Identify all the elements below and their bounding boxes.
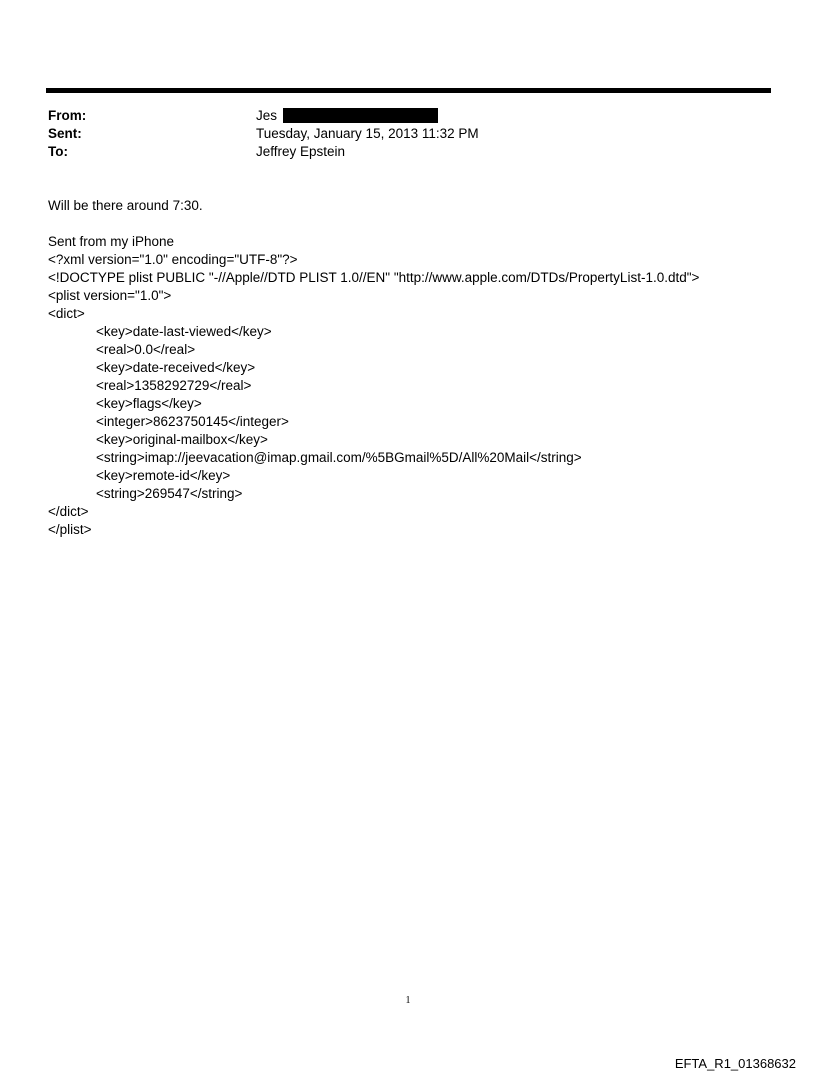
redaction-box [283, 108, 438, 123]
email-header [48, 107, 768, 161]
from-name: Jes [256, 108, 278, 123]
from-row [48, 107, 768, 125]
to-row [48, 143, 768, 161]
from-label: From: [48, 108, 87, 123]
bates-number: EFTA_R1_01368632 [674, 1056, 796, 1071]
signature-text: Sent from my iPhone [48, 234, 175, 249]
xml-line: <real>0.0</real> [96, 342, 196, 357]
xml-line: <key>date-last-viewed</key> [96, 324, 272, 339]
xml-line: <string>imap://jeevacation@imap.gmail.com/%5BGmail%5D/All%20Mail</string> [96, 450, 582, 465]
xml-line: <key>date-received</key> [96, 360, 256, 375]
email-body [48, 197, 788, 539]
xml-line: <dict> [48, 306, 85, 321]
xml-line: </plist> [48, 522, 92, 537]
xml-line: <plist version="1.0"> [48, 288, 172, 303]
sent-value: Tuesday, January 15, 2013 11:32 PM [256, 126, 479, 141]
header-divider [46, 88, 771, 93]
xml-line: <key>flags</key> [96, 396, 202, 411]
sent-label: Sent: [48, 126, 82, 141]
page-number: 1 [405, 995, 411, 1006]
from-value [256, 107, 438, 125]
xml-line: </dict> [48, 504, 89, 519]
xml-line: <string>269547</string> [96, 486, 243, 501]
xml-line: <key>remote-id</key> [96, 468, 231, 483]
sent-row [48, 125, 768, 143]
xml-line: <key>original-mailbox</key> [96, 432, 268, 447]
to-value: Jeffrey Epstein [256, 144, 346, 159]
xml-line: <!DOCTYPE plist PUBLIC "-//Apple//DTD PLIST 1.0//EN" "http://www.apple.com/DTDs/PropertyList-1.0.dtd"> [48, 270, 700, 285]
xml-line: <?xml version="1.0" encoding="UTF-8"?> [48, 252, 298, 267]
xml-line: <integer>8623750145</integer> [96, 414, 289, 429]
xml-line: <real>1358292729</real> [96, 378, 252, 393]
to-label: To: [48, 144, 68, 159]
message-text: Will be there around 7:30. [48, 198, 203, 213]
